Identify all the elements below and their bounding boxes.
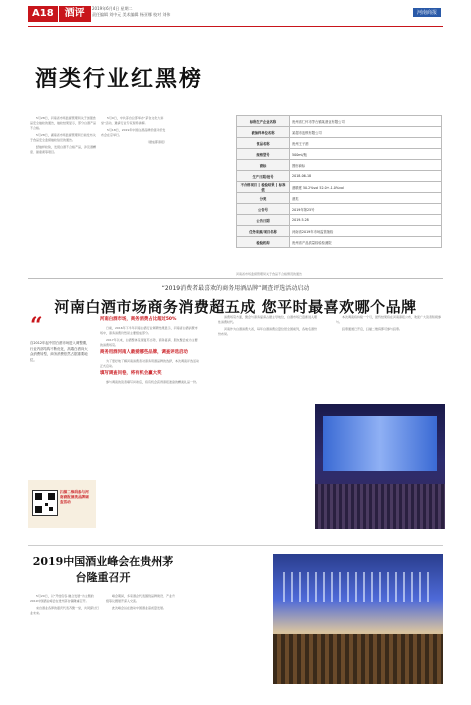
section-divider xyxy=(28,278,443,279)
paragraph: 5月28日，湖南省市场监督管理局日前发布关于食品安全监督抽检信息的通告。 xyxy=(30,133,96,142)
header-date: 2019年6月4日 星期二 xyxy=(92,6,133,11)
table-key-cell: 分类 xyxy=(237,193,290,204)
table-row xyxy=(237,237,442,248)
summit-article xyxy=(28,545,443,696)
table-row xyxy=(237,127,442,138)
quote-mark-icon: “ xyxy=(30,313,43,339)
table-key-cell: 公告号 xyxy=(237,204,290,215)
paragraph: 5月18日，2019年中国白酒品牌价值评价发布会在京举行。 xyxy=(101,128,166,137)
page-header xyxy=(0,0,471,30)
table-value-cell: 图形商标 xyxy=(290,160,442,171)
qr-code-icon[interactable] xyxy=(32,490,58,516)
top-story-col-2 xyxy=(101,116,167,147)
table-key-cell: 规格型号 xyxy=(237,149,290,160)
table-row xyxy=(237,160,442,171)
feature-subheading: 填写调查问卷，将有机会赢大奖 xyxy=(100,371,162,376)
table-row xyxy=(237,149,442,160)
feature-col-3 xyxy=(336,315,444,334)
table-value-cell: 2019.5.28 xyxy=(290,215,442,226)
feature-subheading: 河南白酒市场，商务消费占比超过50% xyxy=(100,317,177,322)
section-number: A18 xyxy=(28,6,58,22)
photo-lights xyxy=(283,572,433,602)
paragraph: 参与调查的读者填写问卷后，将有机会获得商报准备的精美礼品一份。 xyxy=(106,380,200,384)
paragraph: 经抽样检验，发现白酒不合格产品，涉及酒精度、甜蜜素等项目。 xyxy=(30,145,97,154)
quote-text: 自2012年起中国白酒市场进入调整期，行业内部结构不断优化，高端白酒向大众消费转型，商务消费依然占据重要地位。 xyxy=(30,341,90,362)
table-value-cell: 贵州省产品质量检验检测院 xyxy=(290,237,442,248)
summit-col-2 xyxy=(106,594,176,613)
paragraph: 河南作为白酒消费大省，每年白酒消费总量位居全国前列，各地名酒纷纷布局。 xyxy=(218,327,318,336)
paragraph: 来自酒业各界的嘉宾代表齐聚一堂，共同探讨行业未来。 xyxy=(30,606,100,615)
table-value-cell: 河南省2019年市场监管抽检 xyxy=(290,226,442,237)
table-value-cell: 2018-06-18 xyxy=(290,171,442,182)
table-value-cell: 某超市连锁有限公司 xyxy=(290,127,442,138)
table-key-cell: 商标 xyxy=(237,160,290,171)
header-editors: 责任编辑 刘中元 美术编辑 杨亚娜 校对 刘伟 xyxy=(92,12,171,17)
photo-stage xyxy=(323,416,437,471)
table-key-cell: 生产日期/批号 xyxy=(237,171,290,182)
section-badge xyxy=(28,6,91,22)
table-row xyxy=(237,182,442,193)
byline: （据成都商报） xyxy=(145,140,167,144)
paragraph: 为了更好地了解河南消费者对商务用酒品牌的选择，本次调查评选活动正式启动。 xyxy=(100,359,200,368)
paragraph: 此次峰会旨在推动中国酒业高质量发展。 xyxy=(112,606,167,610)
feature-subhead: “2019消费者最喜欢的商务用酒品牌”调查评选活动启动 xyxy=(161,285,310,292)
paragraph: 5月28日，河南省市场监督管理局关于加强食品安全抽检的通告，抽检结果显示，部分白酒产品不合格。 xyxy=(30,116,97,130)
pull-quote xyxy=(30,315,90,475)
paragraph: 消费场景方面，聚会与商务宴请占据主导地位，白酒市场已逐渐进入理性消费时代。 xyxy=(218,315,318,324)
qr-caption: 扫描二维码参与河南商报酒类品牌调查活动 xyxy=(60,490,89,504)
table-key-cell: 检验机构 xyxy=(237,237,290,248)
feature-subheading: 商务用酒河南人最爱哪些品牌，调查评选启动 xyxy=(100,350,188,355)
paragraph: 日前，2016年下半年河南白酒行业调研结果显示，河南省白酒消费市场中，商务消费仍然是主要组成部分。 xyxy=(100,326,198,335)
header-tag: 河南商报 xyxy=(413,8,441,17)
table-value-cell: 酒精度 50.2%vol 52.0+-1.0%vol xyxy=(290,182,442,193)
table-row xyxy=(237,116,442,127)
table-key-cell: 被抽样单位名称 xyxy=(237,127,290,138)
feature-headline: 河南白酒市场商务消费超五成 您平时最喜欢哪个品牌 xyxy=(54,298,417,316)
paragraph: 投票通道已开启，扫描二维码即可参与投票。 xyxy=(342,327,403,331)
photo-crowd xyxy=(273,634,443,684)
table-caption: 河南省市场监督管理局关于食品不合格情况的通告 xyxy=(236,272,303,276)
feature-col-2 xyxy=(218,315,318,339)
table-row xyxy=(237,171,442,182)
table-value-cell: 2019年第25号 xyxy=(290,204,442,215)
table-key-cell: 任务来源/项目名称 xyxy=(237,226,290,237)
paragraph: 5月20日，以“开放包容·融合发展”为主题的2019中国酒业峰会在贵州茅台镇隆重召开。 xyxy=(30,594,94,603)
table-value-cell: 贵州省仁怀市茅台镇某酒业有限公司 xyxy=(290,116,442,127)
paragraph: 5月9日，中共茅台总部举办“茅台文化大讲堂”活动，邀请行业专家现场讲解。 xyxy=(101,116,164,125)
table-row xyxy=(237,138,442,149)
summit-title: 2019中国酒业峰会在贵州茅台隆重召开 xyxy=(32,555,174,584)
photo-audience xyxy=(315,484,445,529)
table-value-cell: 500ml/瓶 xyxy=(290,149,442,160)
table-key-cell: 不合格项目 ║ 检验结果 ║ 标准值 xyxy=(237,182,290,193)
table-key-cell: 标称生产企业名称 xyxy=(237,116,290,127)
table-key-cell: 食品名称 xyxy=(237,138,290,149)
paragraph: 峰会期间，多家酒企代表围绕品牌建设、产业升级等议题展开深入交流。 xyxy=(106,594,176,603)
feature-photo xyxy=(315,404,445,529)
summit-col-1 xyxy=(30,594,100,618)
table-value-cell: 酒类 xyxy=(290,193,442,204)
table-row xyxy=(237,204,442,215)
section-name: 酒评 xyxy=(59,6,91,22)
header-meta xyxy=(92,6,170,18)
table-value-cell: 贵州王子酒 xyxy=(290,138,442,149)
paragraph: 2017年以来，白酒整体呈现复苏态势，商务宴请、朋友聚会成为主要的消费场景。 xyxy=(100,338,198,347)
table-key-cell: 公告日期 xyxy=(237,215,290,226)
page-title: 酒类行业红黑榜 xyxy=(35,66,204,92)
record-table xyxy=(236,115,442,248)
table-row xyxy=(237,226,442,237)
header-rule xyxy=(28,26,443,27)
feature-col-1 xyxy=(100,315,200,387)
paragraph: 本次调查将持续一个月，最终结果将在河南商报公布，欢迎广大读者积极参与。 xyxy=(336,315,442,324)
summit-photo xyxy=(273,554,443,684)
table-row xyxy=(237,215,442,226)
top-story-col-1 xyxy=(30,116,96,157)
table-row xyxy=(237,193,442,204)
